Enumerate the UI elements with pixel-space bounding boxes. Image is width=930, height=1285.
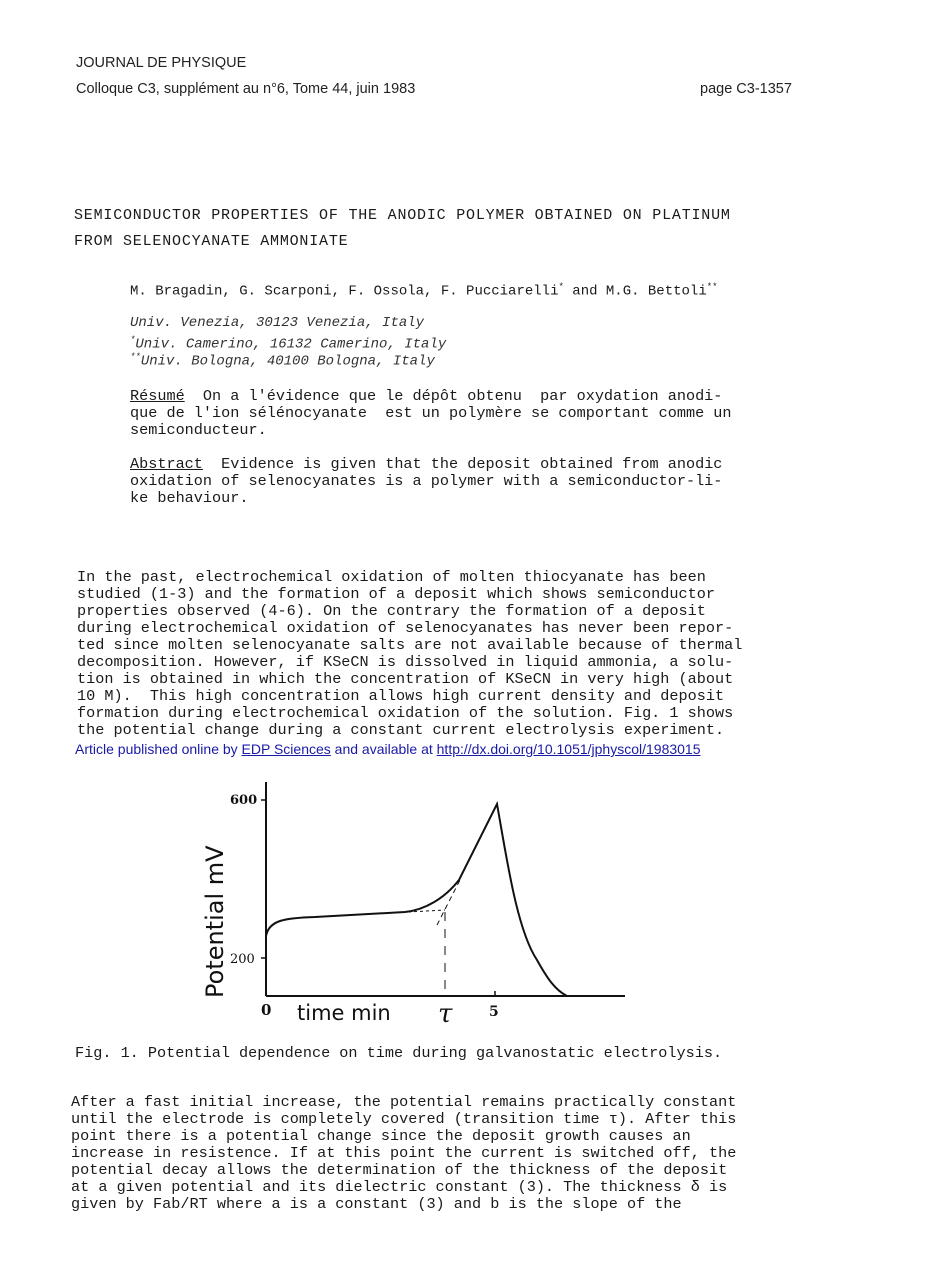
y-label-200: 200 bbox=[230, 952, 255, 967]
notice-middle: and available at bbox=[330, 741, 437, 757]
body-line: point there is a potential change since the deposit growth causes an bbox=[71, 1127, 691, 1145]
y-axis-label: Potential mV bbox=[201, 845, 229, 998]
resume-label: Résumé bbox=[130, 387, 185, 405]
body-line: After a fast initial increase, the potential remains practically constant bbox=[71, 1093, 737, 1111]
affiliation-3-text: Univ. Bologna, 40100 Bologna, Italy bbox=[140, 353, 435, 370]
figure-1 bbox=[195, 780, 635, 1030]
intro-line: the potential change during a constant current electrolysis experiment. bbox=[77, 721, 725, 739]
abstract-line-1 bbox=[130, 456, 722, 473]
potential-time-plot bbox=[195, 780, 635, 1030]
resume-line-2: que de l'ion sélénocyanate est un polymère se comportant comme un bbox=[130, 404, 732, 422]
intro-line: decomposition. However, if KSeCN is dissolved in liquid ammonia, a solu- bbox=[77, 653, 734, 671]
intro-line: tion is obtained in which the concentration of KSeCN in very high (about bbox=[77, 670, 734, 688]
paper-title-line-1: SEMICONDUCTOR PROPERTIES OF THE ANODIC POLYMER OBTAINED ON PLATINUM bbox=[74, 207, 731, 224]
abstract-text: Evidence is given that the deposit obtained from anodic bbox=[202, 455, 723, 473]
tau-label: τ bbox=[438, 999, 453, 1029]
body-paragraph bbox=[71, 1077, 736, 1230]
affiliation-2-text: Univ. Camerino, 16132 Camerino, Italy bbox=[135, 336, 447, 353]
y-label-600: 600 bbox=[230, 793, 258, 808]
intro-paragraph bbox=[77, 552, 742, 756]
x-label-5: 5 bbox=[489, 1004, 499, 1020]
affiliation-mark: * bbox=[130, 335, 136, 345]
notice-prefix: Article published online by bbox=[75, 741, 242, 757]
authors-last: and M.G. Bettoli bbox=[563, 283, 707, 300]
resume-line-1 bbox=[130, 388, 722, 405]
author-list bbox=[130, 282, 718, 300]
body-line: given by Fab/RT where a is a constant (3) and b is the slope of the bbox=[71, 1195, 682, 1213]
intro-line: during electrochemical oxidation of selenocyanates has never been repor- bbox=[77, 619, 734, 637]
resume-text: On a l'évidence que le dépôt obtenu par oxydation anodi- bbox=[184, 387, 723, 405]
paper-title-line-2: FROM SELENOCYANATE AMMONIATE bbox=[74, 233, 349, 250]
abstract-line-3: ke behaviour. bbox=[130, 489, 249, 507]
publication-notice bbox=[75, 741, 701, 757]
intro-line: studied (1-3) and the formation of a deposit which shows semiconductor bbox=[77, 585, 715, 603]
x-axis-label: time min bbox=[297, 1001, 391, 1025]
abstract-label: Abstract bbox=[130, 455, 203, 473]
doi-link[interactable]: http://dx.doi.org/10.1051/jphyscol/1983015 bbox=[436, 741, 701, 757]
intro-line: 10 M). This high concentration allows high current density and deposit bbox=[77, 687, 725, 705]
intro-line: In the past, electrochemical oxidation of molten thiocyanate has been bbox=[77, 568, 706, 586]
x-label-0: 0 bbox=[261, 1001, 272, 1019]
authors-main: M. Bragadin, G. Scarponi, F. Ossola, F. Pucciarelli bbox=[130, 283, 559, 300]
resume-line-3: semiconducteur. bbox=[130, 421, 267, 439]
body-line: potential decay allows the determination of the thickness of the deposit bbox=[71, 1161, 728, 1179]
abstract-line-2: oxidation of selenocyanates is a polymer with a semiconductor-li- bbox=[130, 472, 723, 490]
potential-curve bbox=[266, 804, 567, 996]
figure-caption: Fig. 1. Potential dependence on time during galvanostatic electrolysis. bbox=[75, 1044, 723, 1062]
page-number: page C3-1357 bbox=[700, 81, 792, 97]
body-line: until the electrode is completely covered (transition time τ). After this bbox=[71, 1110, 737, 1128]
issue-info: Colloque C3, supplément au n°6, Tome 44, juin 1983 bbox=[76, 81, 416, 97]
body-line: at a given potential and its dielectric constant (3). The thickness δ is bbox=[71, 1178, 728, 1196]
affiliation-3 bbox=[130, 349, 435, 371]
body-line: increase in resistence. If at this point the current is switched off, the bbox=[71, 1144, 737, 1162]
affiliation-1: Univ. Venezia, 30123 Venezia, Italy bbox=[130, 315, 425, 331]
affiliation-mark: ** bbox=[706, 282, 718, 292]
intro-line: formation during electrochemical oxidation of the solution. Fig. 1 shows bbox=[77, 704, 734, 722]
intro-line: properties observed (4-6). On the contrary the formation of a deposit bbox=[77, 602, 706, 620]
journal-name: JOURNAL DE PHYSIQUE bbox=[76, 55, 247, 71]
affiliation-mark: ** bbox=[130, 352, 141, 362]
intro-line: ted since molten selenocyanate salts are not available because of thermal bbox=[77, 636, 743, 654]
publisher-link[interactable]: EDP Sciences bbox=[241, 741, 331, 757]
affiliation-mark: * bbox=[558, 282, 564, 292]
tangent-line-rise bbox=[437, 878, 461, 925]
